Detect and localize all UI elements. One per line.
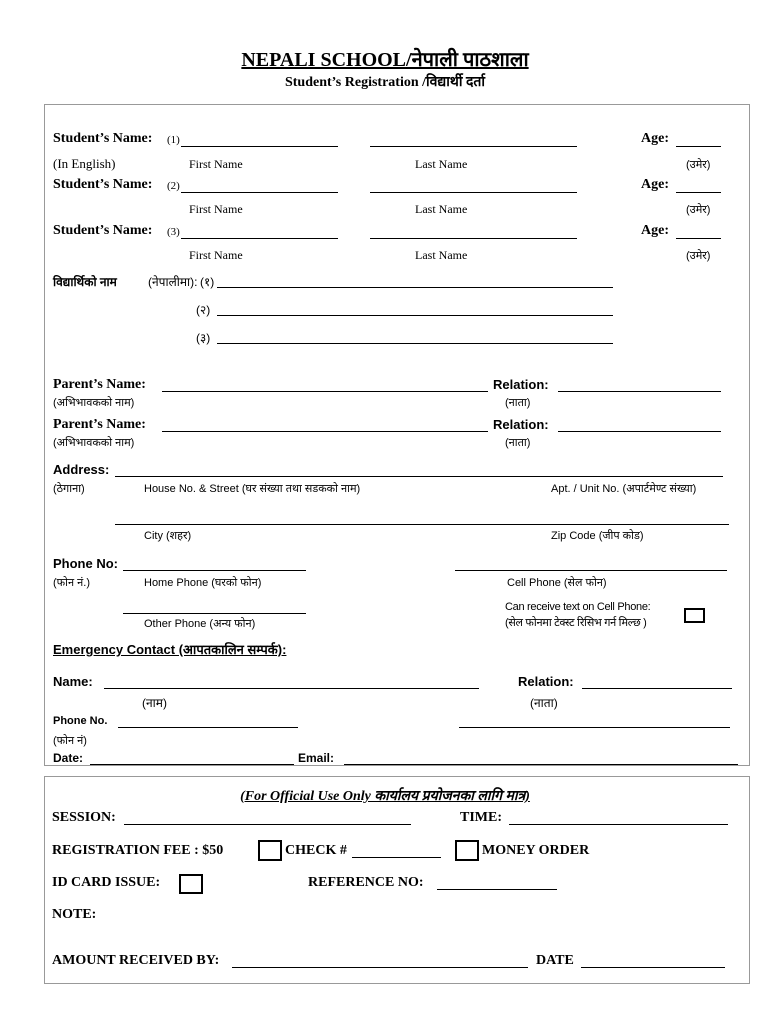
official-date-label: DATE: [536, 953, 574, 968]
parent2-name-field[interactable]: [162, 431, 488, 432]
emergency-phone-alt-field[interactable]: [459, 727, 730, 728]
amount-received-by-label: AMOUNT RECEIVED BY:: [52, 953, 220, 968]
age-nepali-caption: (उमेर): [686, 159, 711, 171]
age-label: Age:: [641, 131, 669, 146]
phone-label: Phone No:: [53, 556, 118, 571]
relation-label: Relation:: [493, 417, 549, 432]
registration-form-frame: [44, 104, 750, 766]
relation-nepali: (नाता): [505, 397, 531, 409]
other-phone-caption: Other Phone (अन्य फोन): [144, 618, 256, 630]
in-english-note: (In English): [53, 156, 116, 171]
nepali-name3-field[interactable]: [217, 343, 613, 344]
home-phone-field[interactable]: [123, 570, 306, 571]
time-label: TIME:: [460, 810, 502, 825]
student3-age-field[interactable]: [676, 238, 721, 239]
emergency-contact-heading: Emergency Contact (आपतकालिन सम्पर्क):: [53, 642, 287, 657]
last-name-caption: Last Name: [415, 157, 468, 171]
other-phone-field[interactable]: [123, 613, 306, 614]
address-street-field[interactable]: [115, 476, 723, 477]
emergency-phone-label: Phone No.: [53, 715, 108, 727]
age-label: Age:: [641, 223, 669, 238]
address-label: Address:: [53, 462, 110, 477]
check-checkbox[interactable]: [258, 840, 282, 861]
parent1-relation-field[interactable]: [558, 391, 721, 392]
emergency-relation-nepali: (नाता): [530, 696, 558, 710]
emergency-relation-label: Relation:: [518, 674, 574, 689]
page-subtitle: Student’s Registration /विद्यार्थी दर्ता: [284, 75, 485, 90]
email-field[interactable]: [344, 764, 738, 765]
student3-last-name-field[interactable]: [370, 238, 577, 239]
emergency-phone-field[interactable]: [118, 727, 298, 728]
parent1-name-field[interactable]: [162, 391, 488, 392]
date-label: Date:: [53, 751, 84, 765]
official-use-heading: (For Official Use Only कार्यालय प्रयोजनका लागि मात्र): [240, 789, 530, 804]
text-on-cell-question: Can receive text on Cell Phone:: [505, 601, 651, 613]
age-nepali-caption: (उमेर): [686, 204, 711, 216]
student1-first-name-field[interactable]: [181, 146, 338, 147]
id-card-issue-checkbox[interactable]: [179, 874, 203, 894]
email-label: Email:: [298, 751, 335, 765]
money-order-label: MONEY ORDER: [482, 843, 590, 858]
relation-nepali: (नाता): [505, 437, 531, 449]
emergency-name-nepali: (नाम): [142, 696, 167, 710]
nepali-name-number: (१): [200, 275, 215, 289]
nepali-name-sublabel: (नेपालीमा):: [148, 275, 198, 289]
nepali-name-number: (२): [196, 303, 211, 317]
cell-phone-caption: Cell Phone (सेल फोन): [507, 577, 607, 589]
parent-name-label: Parent’s Name:: [53, 377, 146, 392]
student-name-number: (3): [167, 226, 180, 238]
emergency-name-label: Name:: [53, 674, 93, 689]
relation-label: Relation:: [493, 377, 549, 392]
nepali-name2-field[interactable]: [217, 315, 613, 316]
check-label: CHECK #: [285, 843, 347, 858]
registration-fee-label: REGISTRATION FEE : $50: [52, 843, 224, 858]
money-order-checkbox[interactable]: [455, 840, 479, 861]
student2-age-field[interactable]: [676, 192, 721, 193]
student2-last-name-field[interactable]: [370, 192, 577, 193]
nepali-name1-field[interactable]: [217, 287, 613, 288]
official-date-field[interactable]: [581, 967, 725, 968]
student2-first-name-field[interactable]: [181, 192, 338, 193]
student-name-number: (1): [167, 134, 180, 146]
page-title: NEPALI SCHOOL/नेपाली पाठशाला: [241, 49, 529, 71]
parent-name-nepali: (अभिभावकको नाम): [53, 437, 135, 449]
reference-no-label: REFERENCE NO:: [308, 875, 424, 890]
house-street-caption: House No. & Street (घर संख्या तथा सडकको नाम): [144, 483, 361, 495]
phone-nepali: (फोन नं.): [53, 577, 90, 589]
session-label: SESSION:: [52, 810, 116, 825]
last-name-caption: Last Name: [415, 248, 468, 262]
id-card-issue-label: ID CARD ISSUE:: [52, 875, 161, 890]
emergency-phone-nepali: (फोन नं): [53, 735, 87, 747]
student-name-number: (2): [167, 180, 180, 192]
student-name-label: Student’s Name:: [53, 177, 153, 192]
text-on-cell-question-nepali: (सेल फोनमा टेक्स्ट रिसिभ गर्न मिल्छ ): [505, 617, 647, 629]
parent2-relation-field[interactable]: [558, 431, 721, 432]
student3-first-name-field[interactable]: [181, 238, 338, 239]
home-phone-caption: Home Phone (घरको फोन): [144, 577, 262, 589]
cell-phone-field[interactable]: [455, 570, 727, 571]
age-label: Age:: [641, 177, 669, 192]
student1-last-name-field[interactable]: [370, 146, 577, 147]
amount-received-by-field[interactable]: [232, 967, 528, 968]
check-number-field[interactable]: [352, 857, 441, 858]
emergency-relation-field[interactable]: [582, 688, 732, 689]
reference-no-field[interactable]: [437, 889, 557, 890]
emergency-name-field[interactable]: [104, 688, 479, 689]
note-label: NOTE:: [52, 907, 97, 922]
nepali-name-label: विद्यार्थिको नाम: [53, 275, 117, 289]
student-name-label: Student’s Name:: [53, 131, 153, 146]
parent-name-label: Parent’s Name:: [53, 417, 146, 432]
parent-name-nepali: (अभिभावकको नाम): [53, 397, 135, 409]
apt-unit-caption: Apt. / Unit No. (अपार्टमेण्ट संख्या): [551, 483, 697, 495]
date-field[interactable]: [90, 764, 294, 765]
address-nepali: (ठेगाना): [53, 483, 85, 495]
student-name-label: Student’s Name:: [53, 223, 153, 238]
student1-age-field[interactable]: [676, 146, 721, 147]
city-caption: City (शहर): [144, 530, 192, 542]
text-on-cell-checkbox[interactable]: [684, 608, 705, 623]
address-city-zip-field[interactable]: [115, 524, 729, 525]
last-name-caption: Last Name: [415, 202, 468, 216]
nepali-name-number: (३): [196, 331, 211, 345]
age-nepali-caption: (उमेर): [686, 250, 711, 262]
first-name-caption: First Name: [189, 157, 243, 171]
zip-code-caption: Zip Code (जीप कोड): [551, 530, 644, 542]
time-field[interactable]: [509, 824, 728, 825]
first-name-caption: First Name: [189, 248, 243, 262]
session-field[interactable]: [124, 824, 411, 825]
first-name-caption: First Name: [189, 202, 243, 216]
